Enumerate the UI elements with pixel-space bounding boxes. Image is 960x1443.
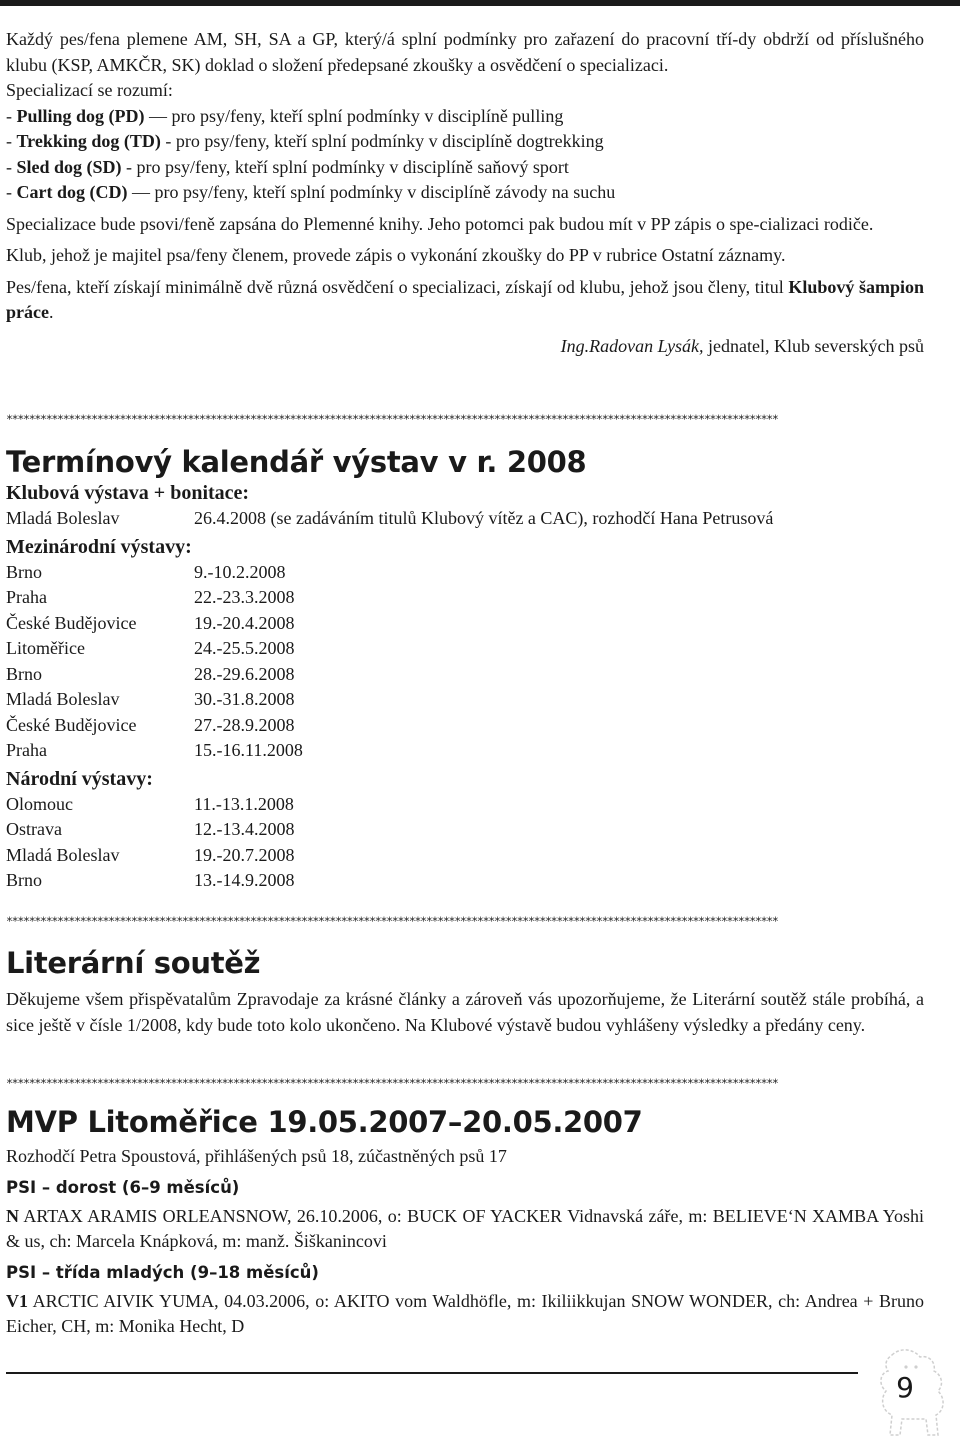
- class-heading: PSI – třída mladých (9–18 měsíců): [6, 1262, 319, 1282]
- national-shows-list: [6, 792, 924, 894]
- page-number: 9: [896, 1370, 914, 1404]
- national-shows-heading: Národní výstavy:: [6, 767, 153, 790]
- intro-section: [6, 27, 924, 359]
- spec-item: - Pulling dog (PD) — pro psy/feny, kteří splní podmínky v disciplíně pulling: [6, 105, 564, 126]
- top-rule: [0, 0, 960, 6]
- show-row: České Budějovice 27.-28.9.2008: [6, 714, 295, 735]
- mvp-judge: Rozhodčí Petra Spoustová, přihlášených psů 18, zúčastněných psů 17: [6, 1146, 507, 1166]
- separator: ****************************************************************************************************************************************: [6, 1076, 778, 1090]
- signature: Ing.Radovan Lysák, jednatel, Klub severských psů: [560, 335, 924, 356]
- show-row: Brno 9.-10.2.2008: [6, 561, 286, 582]
- mvp-section: [6, 1104, 924, 1340]
- club-record-paragraph: Klub, jehož je majitel psa/feny členem, provede zápis o vykonání zkoušky do PP v rubrice Ostatní záznamy.: [6, 245, 786, 265]
- intro-specializations-lead: Specializací se rozumí:: [6, 80, 173, 100]
- show-row: Olomouc 11.-13.1.2008: [6, 793, 294, 814]
- show-row: Mladá Boleslav 19.-20.7.2008: [6, 844, 295, 865]
- intro-paragraph: Každý pes/fena plemene AM, SH, SA a GP, který/á splní podmínky pro zařazení do pracovní tří-dy obdrží od příslušného klubu (KSP, AMKČR, SK) doklad o složení předepsané zkoušky a osvědčení o specializaci.: [6, 29, 924, 75]
- pedigree-paragraph: Specializace bude psovi/feně zapsána do Plemenné knihy. Jeho potomci pak budou mít v PP zápis o spe-cializaci rodiče.: [6, 213, 874, 234]
- entry: V1 ARCTIC AIVIK YUMA, 04.03.2006, o: AKITO vom Waldhöfle, m: Ikiliikkujan SNOW WONDER, ch: Andrea + Bruno Eicher, CH, m: Monika Hecht, D: [6, 1290, 924, 1336]
- specialization-list: [6, 104, 924, 206]
- separator: ****************************************************************************************************************************************: [6, 914, 778, 928]
- calendar-title: Termínový kalendář výstav v r. 2008: [6, 445, 587, 479]
- show-row: České Budějovice 19.-20.4.2008: [6, 612, 295, 633]
- intl-shows-list: [6, 560, 924, 764]
- literary-section: [6, 945, 924, 1038]
- champion-paragraph: Pes/fena, kteří získají minimálně dvě různá osvědčení o specializaci, získají od klubu, jehož jsou členy, titul Klubový šampion práce.: [6, 276, 924, 322]
- club-show-row: Mladá Boleslav 26.4.2008 (se zadáváním titulů Klubový vítěz a CAC), rozhodčí Hana Petrusová: [6, 508, 774, 528]
- spec-item: - Cart dog (CD) — pro psy/feny, kteří splní podmínky v disciplíně závody na suchu: [6, 182, 616, 202]
- show-row: Litoměřice 24.-25.5.2008: [6, 638, 295, 658]
- literary-title: Literární soutěž: [6, 946, 261, 980]
- literary-text: Děkujeme všem přispěvatalům Zpravodaje za krásné články a zároveň vás upozorňujeme, že Literární soutěž stále probíhá, a sice ještě v čísle 1/2008, kdy bude toto kolo ukončeno. Na Klubové výstavě budou vyhlášeny výsledky a předány ceny.: [6, 989, 924, 1035]
- show-row: Ostrava 12.-13.4.2008: [6, 819, 295, 839]
- show-row: Praha 22.-23.3.2008: [6, 587, 295, 607]
- mvp-title: MVP Litoměřice 19.05.2007–20.05.2007: [6, 1105, 643, 1139]
- separator: ****************************************************************************************************************************************: [6, 412, 778, 426]
- show-row: Brno 28.-29.6.2008: [6, 663, 295, 684]
- spec-item: - Trekking dog (TD) - pro psy/feny, kteří splní podmínky v disciplíně dogtrekking: [6, 131, 604, 151]
- entry: N ARTAX ARAMIS ORLEANSNOW, 26.10.2006, o: BUCK OF YACKER Vidnavská záře, m: BELIEVE‘N XAMBA Yoshi & us, ch: Marcela Knápková, m: manž. Šiškanincovi: [6, 1205, 924, 1251]
- club-show-heading: Klubová výstava + bonitace:: [6, 482, 250, 504]
- intl-shows-heading: Mezinárodní výstavy:: [6, 535, 192, 558]
- spec-item: - Sled dog (SD) - pro psy/feny, kteří splní podmínky v disciplíně saňový sport: [6, 156, 569, 177]
- show-row: Praha 15.-16.11.2008: [6, 740, 303, 760]
- footer-rule: [6, 1372, 858, 1374]
- show-row: Mladá Boleslav 30.-31.8.2008: [6, 689, 295, 709]
- show-row: Brno 13.-14.9.2008: [6, 870, 295, 890]
- calendar-section: [6, 444, 924, 894]
- class-heading: PSI – dorost (6–9 měsíců): [6, 1177, 240, 1197]
